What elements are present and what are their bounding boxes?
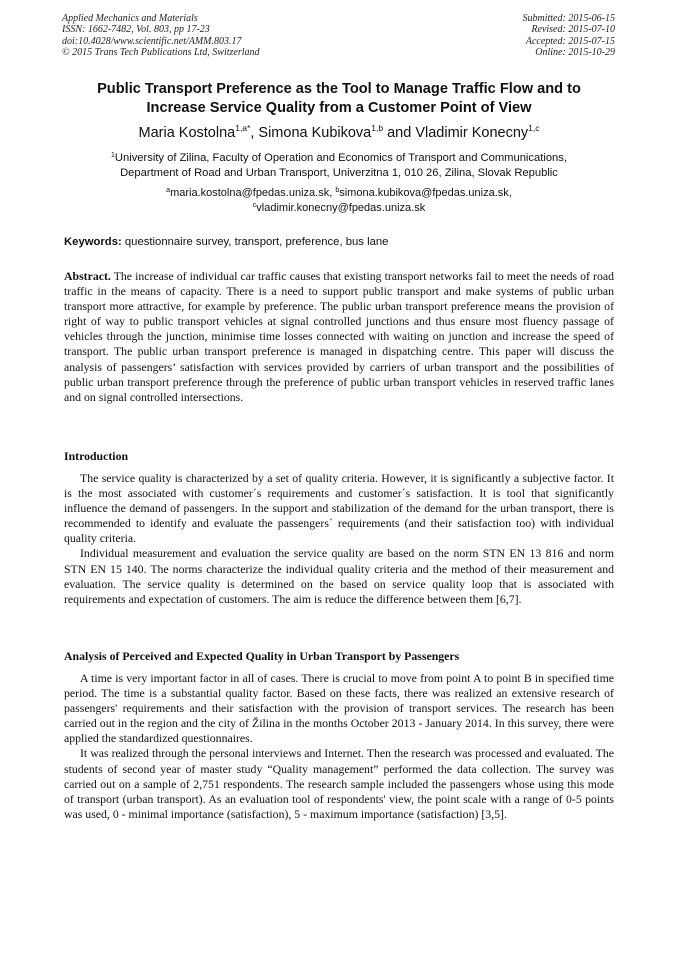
title-line-1: Public Transport Preference as the Tool to Manage Traffic Flow and to (97, 81, 581, 97)
paragraph: It was realized through the personal interviews and Internet. Then the research was processed and evaluated. The students of second year of master study “Quality management” performed the data collection. The survey was carried out on a sample of 2,751 respondents. The research sample included the passengers whose using this mode of transport (urban transport). As an evaluation tool of respondents' view, the point scale with a range of 0-5 points was used, 0 - minimal importance (satisfaction), 5 - maximum importance (satisfaction) [3,5]. (64, 746, 614, 821)
abstract-text: The increase of individual car traffic causes that existing transport networks fail to meet the needs of road traffic in the means of capacity. There is a need to support public transport and make systems of public urban transport more attractive, for example by preference. The public urban transport preference means the provision of right of way to public transport vehicles at signal controlled junctions and thus ensure most fluency passage of vehicles through the junction, minimise time losses connected with waiting on junction and increase the speed of transport. The public urban transport preference is managed in dispatching centre. This paper will discuss the analysis of passengers’ satisfaction with services provided by carriers of urban transport and the possibilities of public urban transport preference through the preference of public urban transport vehicles in reserved traffic lanes and on signal controlled intersections. (64, 269, 614, 404)
introduction-body (64, 471, 614, 607)
section-heading-introduction: Introduction (64, 449, 129, 463)
author-separator: , (250, 125, 259, 141)
paragraph: The service quality is characterized by a set of quality criteria. However, it is significantly a subjective factor. It is the most associated with customer´s requirements and customer´s satisfaction. It is tool that significantly influence the demand of passengers. In the support and stabilization of the demand for the urban transport, there is recommended to identify and evaluate the passengers´ requirements (and their satisfaction too) with individual quality criteria. (64, 471, 614, 546)
date-accepted: Accepted: 2015-07-15 (525, 35, 615, 47)
affiliation-sup: 1 (111, 152, 115, 159)
date-submitted: Submitted: 2015-06-15 (522, 13, 615, 24)
author-list (40, 124, 638, 142)
journal-info (62, 13, 260, 59)
paragraph: Individual measurement and evaluation the service quality are based on the norm STN EN 13 816 and norm STN EN 15 140. The norms characterize the individual quality criteria and the method of their measurement and evaluation. The service quality is determined on the based on service quality loop that is associated with requirements and expectation of customers. The aim is reduce the difference between them [6,7]. (64, 546, 614, 606)
author-sup: 1,b (371, 123, 384, 133)
analysis-body (64, 671, 614, 822)
date-online: Online: 2015-10-29 (535, 47, 615, 59)
author-emails (50, 186, 628, 216)
keywords (64, 235, 614, 249)
email-sup: c (252, 202, 257, 209)
abstract-label: Abstract. (64, 269, 111, 283)
paragraph: A time is very important factor in all of cases. There is crucial to move from point A to point B in specified time period. The time is a substantial quality factor. Based on these facts, there was realized an extensive research of passengers' requirements and their satisfaction with the provision of transport services. The research has been carried out in the region and the city of Žilina in the months October 2013 - January 2014. In this survey, there were applied the standardized questionnaires. (64, 671, 614, 746)
author-name: Vladimir Konecny (415, 125, 529, 141)
journal-name: Applied Mechanics and Materials (62, 13, 198, 24)
section-heading-analysis: Analysis of Perceived and Expected Quality in Urban Transport by Passengers (64, 649, 460, 663)
affiliation-line-1: University of Zilina, Faculty of Operation and Economics of Transport and Communications, (114, 152, 567, 164)
affiliation (50, 151, 628, 181)
title-line-2: Increase Service Quality from a Customer Point of View (146, 100, 532, 116)
publication-dates (523, 13, 616, 59)
email-link[interactable]: simona.kubikova@fpedas.uniza.sk (339, 187, 509, 199)
author-sup: 1,c (528, 123, 540, 133)
email-sup: a (166, 187, 171, 194)
keywords-label: Keywords: (64, 236, 122, 248)
abstract (64, 269, 614, 405)
author-name: Maria Kostolna (138, 125, 236, 141)
author-sup: 1,a* (235, 123, 251, 133)
email-separator: , (329, 187, 336, 199)
author-separator: and (383, 125, 416, 141)
date-revised: Revised: 2015-07-10 (531, 24, 615, 36)
journal-copyright: © 2015 Trans Tech Publications Ltd, Switzerland (62, 47, 260, 59)
email-link[interactable]: maria.kostolna@fpedas.uniza.sk (170, 187, 330, 199)
keywords-text: questionnaire survey, transport, preference, bus lane (121, 236, 389, 248)
email-separator: , (508, 187, 512, 199)
journal-issn: ISSN: 1662-7482, Vol. 803, pp 17-23 (62, 24, 210, 36)
journal-doi: doi:10.4028/www.scientific.net/AMM.803.17 (62, 35, 242, 47)
paper-title (50, 80, 628, 118)
email-link[interactable]: vladimir.konecny@fpedas.uniza.sk (256, 202, 426, 214)
email-sup: b (335, 187, 340, 194)
author-name: Simona Kubikova (258, 125, 372, 141)
affiliation-line-2: Department of Road and Urban Transport, Univerzitna 1, 010 26, Zilina, Slovak Republic (120, 167, 558, 179)
